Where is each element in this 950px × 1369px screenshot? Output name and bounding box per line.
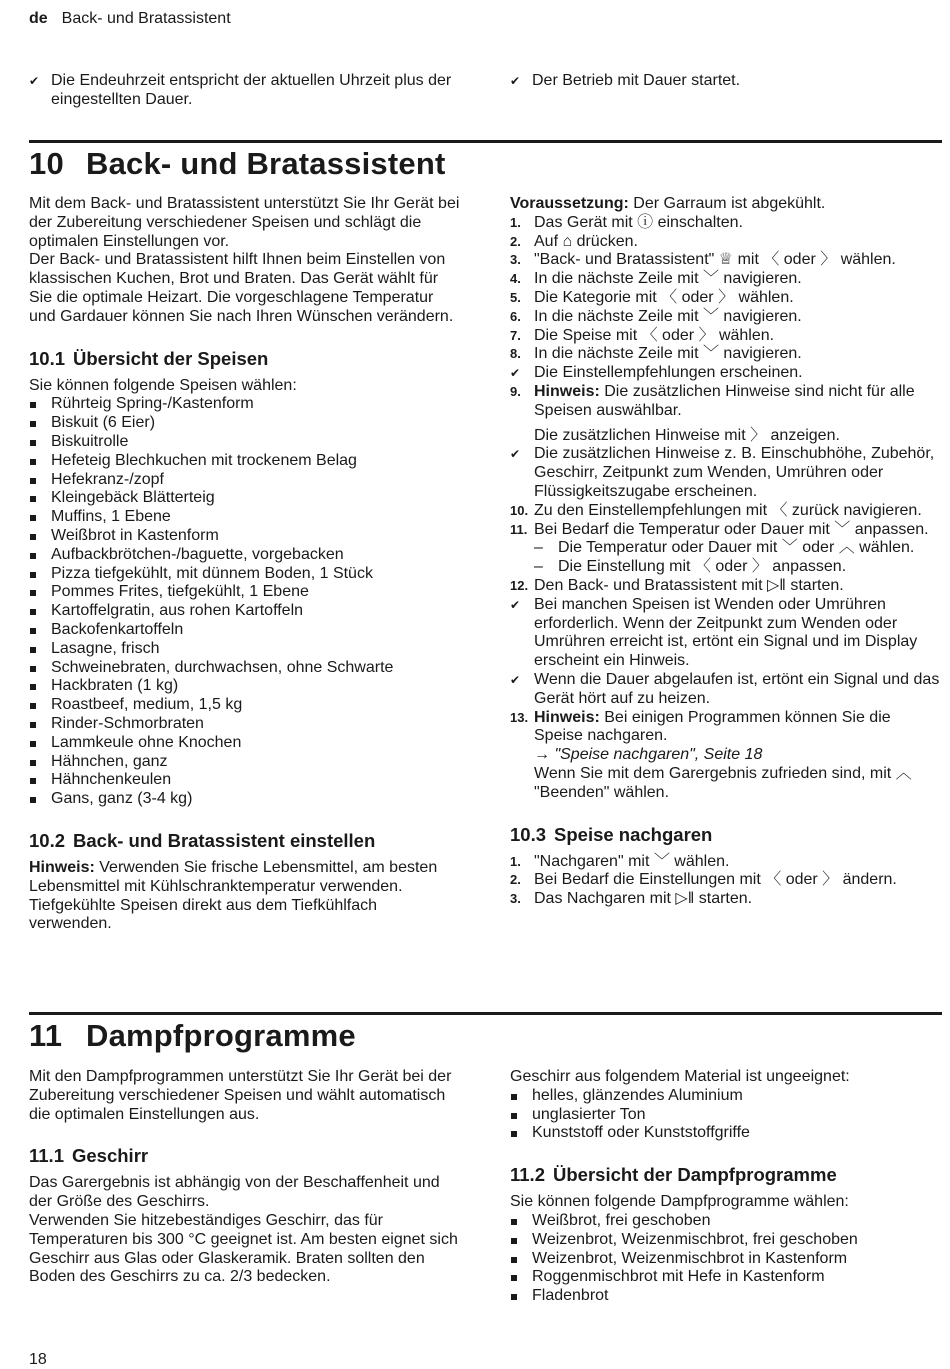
requirement-text: Der Garraum ist abgekühlt. <box>633 195 826 212</box>
list-item: Lammkeule ohne Knochen <box>29 734 461 753</box>
step-text: Die Speise mit 〈 oder 〉 wählen. <box>534 326 775 344</box>
list-lead: Sie können folgende Dampfprogramme wählen: <box>510 1193 849 1211</box>
list-item: helles, glänzendes Aluminium <box>510 1087 942 1106</box>
result-check-item: ✔ Die Endeuhrzeit entspricht der aktuellen Uhrzeit plus der eingestellten Dauer. <box>29 72 461 110</box>
section-title: Dampfprogramme <box>86 1018 356 1053</box>
list-item: Aufbackbrötchen-/baguette, vorgebacken <box>29 546 461 565</box>
intro-paragraph: Mit dem Back- und Bratassistent unterstützt Sie Ihr Gerät bei der Zubereitung verschiedener Speisen und schlägt die optimalen Einstellungen vor. <box>29 195 460 250</box>
list-item: Hackbraten (1 kg) <box>29 677 461 696</box>
requirement-label: Voraussetzung: <box>510 195 629 212</box>
list-item: Hefeteig Blechkuchen mit trockenem Belag <box>29 452 461 471</box>
cross-reference-link[interactable]: → "Speise nachgaren", Seite 18 <box>534 746 763 764</box>
sub-step: – Die Einstellung mit 〈 oder 〉 anpassen. <box>510 558 942 577</box>
list-item: Weizenbrot, Weizenmischbrot, frei geschoben <box>510 1231 942 1250</box>
step-item: 1. Das Gerät mit ⓘ einschalten. <box>510 213 743 231</box>
page-number: 18 <box>29 1351 47 1368</box>
subsection-title: Übersicht der Dampfprogramme <box>553 1164 837 1186</box>
subsection-title: Speise nachgaren <box>554 823 713 845</box>
note-label: Hinweis: <box>534 382 600 400</box>
list-item: Weißbrot in Kastenform <box>29 527 461 546</box>
intro-paragraph: Der Back- und Bratassistent hilft Ihnen beim Einstellen von klassischen Kuchen, Brot und Braten. Das Gerät wählt für Sie die optimale Heizart. Die vorgeschlagene Temperatur und Gardauer können Sie nach Ihren Wünschen verändern. <box>29 251 454 325</box>
step-item: 5. Die Kategorie mit 〈 oder 〉 wählen. <box>510 288 794 306</box>
step-text: "Back- und Bratassistent" ♕ mit 〈 oder 〉 wählen. <box>534 251 896 269</box>
setup-steps-cont <box>510 577 942 746</box>
section-number: 10 <box>29 146 64 181</box>
list-item: Rinder-Schmorbraten <box>29 715 461 734</box>
list-item: Weizenbrot, Weizenmischbrot in Kastenform <box>510 1250 942 1269</box>
list-item: Pommes Frites, tiefgekühlt, 1 Ebene <box>29 583 461 602</box>
step-text: Bei Bedarf die Temperatur oder Dauer mit ﹀ anpassen. <box>534 520 929 538</box>
section-number: 11 <box>29 1018 63 1053</box>
paragraph: Das Garergebnis ist abhängig von der Beschaffenheit und der Größe des Geschirrs. <box>29 1174 440 1211</box>
note-label: Hinweis: <box>29 858 95 876</box>
setup-steps <box>510 214 942 540</box>
step-text: Den Back- und Bratassistent mit ▷‖ starten. <box>534 576 844 594</box>
result-check-item: ✔ Der Betrieb mit Dauer startet. <box>510 72 942 91</box>
subsection-number: 11.1 <box>29 1145 64 1167</box>
step-item: 6. In die nächste Zeile mit ﹀ navigieren. <box>510 307 802 325</box>
subsection-10-1-heading <box>29 347 461 371</box>
reheat-steps <box>510 853 942 909</box>
list-lead: Geschirr aus folgendem Material ist ungeeignet: <box>510 1068 850 1085</box>
subsection-number: 10.2 <box>29 829 66 851</box>
list-item: Pizza tiefgekühlt, mit dünnem Boden, 1 Stück <box>29 565 461 584</box>
subsection-number: 10.1 <box>29 347 66 369</box>
list-item: Muffins, 1 Ebene <box>29 508 461 527</box>
step-text: "Nachgaren" mit ﹀ wählen. <box>534 852 730 870</box>
section-divider <box>29 140 942 143</box>
step-item: 11. Bei Bedarf die Temperatur oder Dauer mit ﹀ anpassen. <box>510 520 929 538</box>
subsection-11-2-heading <box>510 1163 942 1187</box>
section-title: Back- und Bratassistent <box>86 146 446 181</box>
list-item: Rührteig Spring-/Kastenform <box>29 395 461 414</box>
list-item: unglasierter Ton <box>510 1106 942 1125</box>
step-item: 12. Den Back- und Bratassistent mit ▷‖ starten. <box>510 576 844 594</box>
step-continuation: Wenn Sie mit dem Garergebnis zufrieden sind, mit ︿ "Beenden" wählen. <box>534 764 912 801</box>
result-item: ✔ Die zusätzlichen Hinweise z. B. Einschubhöhe, Zubehör, Geschirr, Zeitpunkt zum Wenden, Umrühren oder Flüssigkeitszugabe erscheinen. <box>510 445 942 501</box>
sub-step: – Die Temperatur oder Dauer mit ﹀ oder ︿ wählen. <box>510 539 942 558</box>
sec10-left-column <box>29 195 461 934</box>
step-item: 3. "Back- und Bratassistent" ♕ mit 〈 oder 〉 wählen. <box>510 251 896 269</box>
step-text: Die Kategorie mit 〈 oder 〉 wählen. <box>534 288 794 306</box>
list-item: Weißbrot, frei geschoben <box>510 1212 942 1231</box>
list-item: Biskuitrolle <box>29 433 461 452</box>
subsection-10-3-heading <box>510 823 942 847</box>
step-text: Bei Bedarf die Einstellungen mit 〈 oder 〉 ändern. <box>534 871 897 889</box>
step-item: 2. Bei Bedarf die Einstellungen mit 〈 oder 〉 ändern. <box>510 871 897 889</box>
steam-program-list <box>510 1212 942 1306</box>
section-10-heading <box>29 146 445 182</box>
list-item: Biskuit (6 Eier) <box>29 414 461 433</box>
step-text: Auf ⌂ drücken. <box>534 232 638 250</box>
step-item: 2. Auf ⌂ drücken. <box>510 232 638 250</box>
list-item: Kartoffelgratin, aus rohen Kartoffeln <box>29 602 461 621</box>
dish-list <box>29 395 461 809</box>
list-item: Roastbeef, medium, 1,5 kg <box>29 696 461 715</box>
list-item: Gans, ganz (3-4 kg) <box>29 790 461 809</box>
list-lead: Sie können folgende Speisen wählen: <box>29 376 297 394</box>
note-label: Hinweis: <box>534 708 600 726</box>
header-title: Back- und Bratassistent <box>61 10 231 27</box>
unsuitable-material-list <box>510 1087 942 1143</box>
step-text: Bei einigen Programmen können Sie die Speise nachgaren. <box>534 708 891 745</box>
note-text: Verwenden Sie frische Lebensmittel, am besten Lebensmittel mit Kühlschranktemperatur verwenden. Tiefgekühlte Speisen direkt aus dem Tiefkühlfach verwenden. <box>29 858 438 933</box>
step-item: 13. Hinweis: Bei einigen Programmen können Sie die Speise nachgaren. <box>510 708 891 745</box>
step-item: 1. "Nachgaren" mit ﹀ wählen. <box>510 852 730 870</box>
step-item: 8. In die nächste Zeile mit ﹀ navigieren. <box>510 345 802 363</box>
list-item: Kunststoff oder Kunststoffgriffe <box>510 1124 942 1143</box>
subsection-number: 11.2 <box>510 1164 545 1186</box>
note-paragraph <box>29 859 461 934</box>
step-text: Das Nachgaren mit ▷‖ starten. <box>534 890 753 908</box>
language-code: de <box>29 10 48 27</box>
subsection-10-2-heading <box>29 829 461 853</box>
sec11-right-column <box>510 1068 942 1306</box>
list-item: Fladenbrot <box>510 1287 942 1306</box>
requirement <box>510 195 942 214</box>
step-item: 9. Hinweis: Die zusätzlichen Hinweise sind nicht für alle Speisen auswählbar. <box>510 382 915 419</box>
step-item: 10. Zu den Einstellempfehlungen mit 〈 zurück navigieren. <box>510 501 922 519</box>
top-left-block <box>29 72 461 110</box>
subsection-number: 10.3 <box>510 823 547 845</box>
list-item: Roggenmischbrot mit Hefe in Kastenform <box>510 1268 942 1287</box>
subsection-title: Back- und Bratassistent einstellen <box>73 829 376 851</box>
result-item: ✔ Die Einstellempfehlungen erscheinen. <box>510 364 942 383</box>
section-divider <box>29 1012 942 1015</box>
list-item: Backofenkartoffeln <box>29 621 461 640</box>
step-item: 7. Die Speise mit 〈 oder 〉 wählen. <box>510 326 775 344</box>
paragraph: Verwenden Sie hitzebeständiges Geschirr, das für Temperaturen bis 300 °C geeignet ist. Am besten eignet sich Geschirr aus Glas oder Glaskeramik. Braten sollten den Boden des Geschirrs zu ca. 2/3 bedecken. <box>29 1211 458 1286</box>
subsection-title: Geschirr <box>72 1145 149 1167</box>
step-text: Die zusätzlichen Hinweise sind nicht für alle Speisen auswählbar. <box>534 382 915 419</box>
subsection-title: Übersicht der Speisen <box>73 347 269 369</box>
running-header <box>29 10 231 28</box>
list-item: Lasagne, frisch <box>29 640 461 659</box>
section-11-heading <box>29 1018 356 1054</box>
step-item: 4. In die nächste Zeile mit ﹀ navigieren. <box>510 270 802 288</box>
result-item: ✔ Wenn die Dauer abgelaufen ist, ertönt ein Signal und das Gerät hört auf zu heizen. <box>510 671 942 709</box>
step-text: Das Gerät mit ⓘ einschalten. <box>534 213 743 231</box>
sec11-left-column <box>29 1068 461 1287</box>
step-continuation: Die zusätzlichen Hinweise mit 〉 anzeigen. <box>534 426 840 444</box>
list-item: Kleingebäck Blätterteig <box>29 489 461 508</box>
top-right-block <box>510 72 942 91</box>
result-item: ✔ Bei manchen Speisen ist Wenden oder Umrühren erforderlich. Wenn der Zeitpunkt zum Wenden oder Umrühren erreicht ist, ertönt ein Signal und im Display erscheint ein Hinweis. <box>510 596 942 671</box>
step-text: In die nächste Zeile mit ﹀ navigieren. <box>534 307 802 325</box>
list-item: Hefekranz-/zopf <box>29 471 461 490</box>
intro-paragraph: Mit den Dampfprogrammen unterstützt Sie Ihr Gerät bei der Zubereitung verschiedener Speisen und wählt automatisch die optimalen Einstellungen aus. <box>29 1068 452 1123</box>
sec10-right-column <box>510 195 942 909</box>
list-item: Hähnchenkeulen <box>29 771 461 790</box>
subsection-11-1-heading <box>29 1144 461 1168</box>
list-item: Hähnchen, ganz <box>29 753 461 772</box>
step-text: In die nächste Zeile mit ﹀ navigieren. <box>534 345 802 363</box>
list-item: Schweinebraten, durchwachsen, ohne Schwarte <box>29 659 461 678</box>
step-text: Zu den Einstellempfehlungen mit 〈 zurück navigieren. <box>534 501 922 519</box>
step-item: 3. Das Nachgaren mit ▷‖ starten. <box>510 890 753 908</box>
step-text: In die nächste Zeile mit ﹀ navigieren. <box>534 270 802 288</box>
